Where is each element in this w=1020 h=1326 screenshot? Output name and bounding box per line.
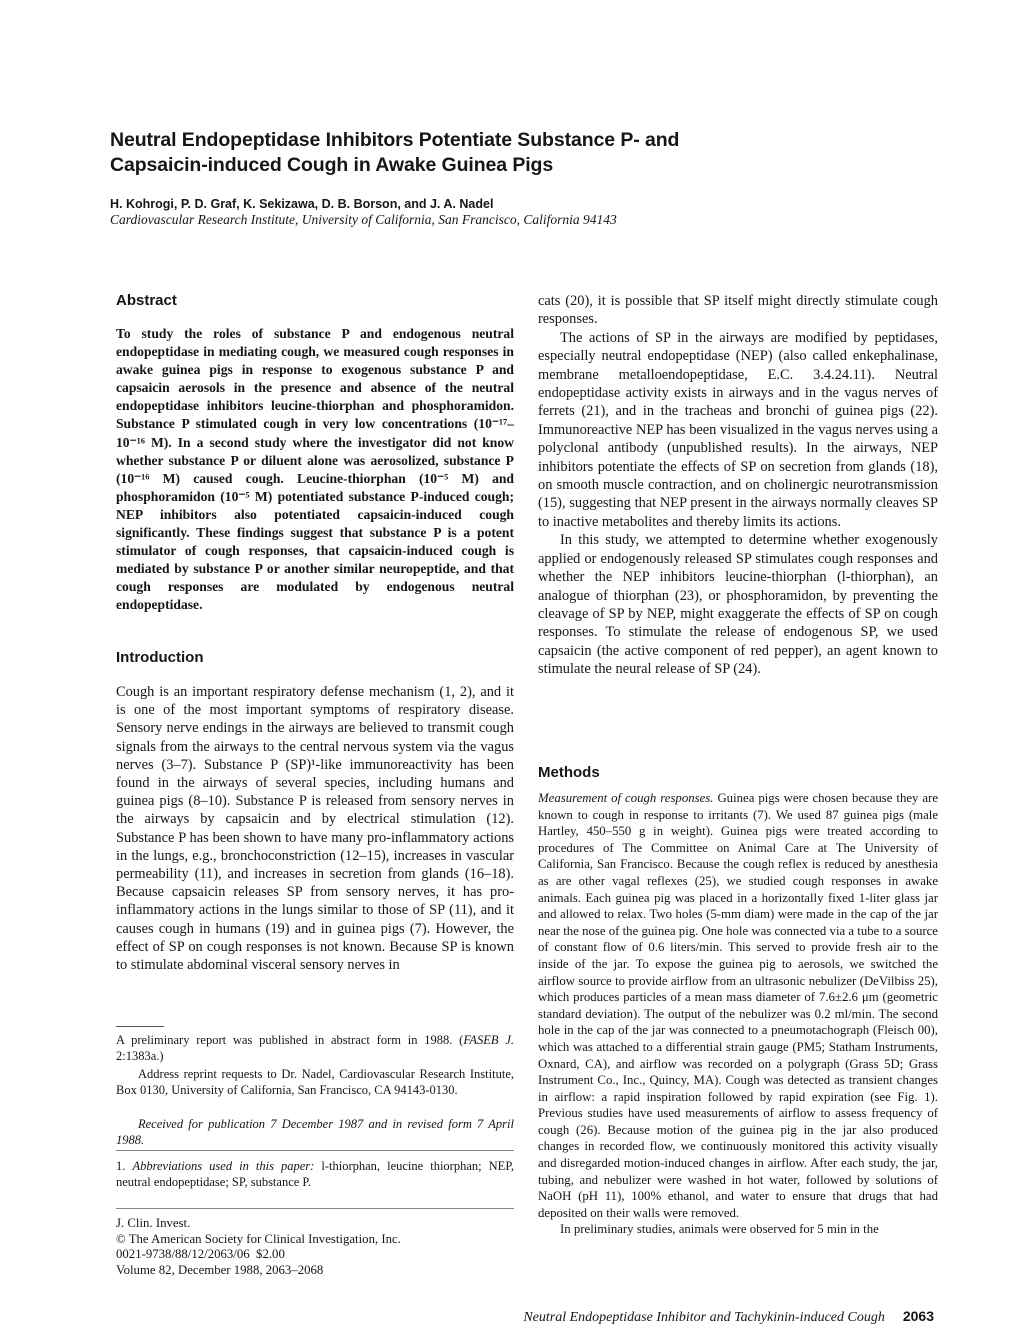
paragraph-nep: The actions of SP in the airways are modified by peptidases, especially neutral endopeptidase (NEP) (also called enkephalinase, membrane metalloendopeptidase, E.C. 3.4.24.11). Neutral endopeptidase activity exists in airways and in the vagus nerves of ferrets (21), and in the tracheas and bronchi of guinea pigs (22). Immunoreactive NEP has been visualized in the vagus nerves using a polyclonal antibody (unpublished results). In the airways, NEP inhibitors potentiate the effects of SP on secretion from glands (18), on smooth muscle contraction, and on cholinergic neurotransmission (15), suggesting that NEP present in the airways normally cleaves SP to inactive metabolites and thereby limits its actions.	[538, 329, 938, 530]
citation-divider	[116, 1208, 514, 1209]
citation-block	[116, 1216, 401, 1278]
introduction-text: Cough is an important respiratory defense mechanism (1, 2), and it is one of the most important symptoms of respiratory disease. Sensory nerve endings in the airways are believed to transmit cough signals from the airways to the central nervous system via the vagus nerves (3–7). Substance P (SP)¹-like immunoreactivity has been found in the airways of several species, including humans and guinea pigs (8–10). Substance P is released from sensory nerves in the airways by capsaicin and by electrical stimulation (12). Substance P has been shown to have many pro-inflammatory actions in the lungs, e.g., bronchoconstriction (12–15), increases in vascular permeability (11), and increases in secretion from glands (16–18). Because capsaicin releases SP from sensory nerves, it has pro-inflammatory actions in the lungs similar to those of SP (11), and it causes cough in humans (19) and in guinea pigs (7). However, the effect of SP on cough responses is not known. Because SP is known to stimulate abdominal visceral sensory nerves in	[116, 684, 514, 974]
paragraph-continued: cats (20), it is possible that SP itself might directly stimulate cough responses.	[538, 293, 938, 328]
page-number: 2063	[902, 1308, 934, 1324]
footnote-received: Received for publication 7 December 1987 and in revised form 7 April 1988.	[116, 1117, 514, 1147]
affiliation: Cardiovascular Research Institute, University of California, San Francisco, California 94143	[110, 212, 617, 227]
right-column-text	[538, 292, 938, 679]
author-list: H. Kohrogi, P. D. Graf, K. Sekizawa, D. B. Borson, and J. A. Nadel	[110, 197, 494, 211]
methods-preliminary: In preliminary studies, animals were observed for 5 min in the	[560, 1222, 879, 1237]
citation-copyright: © The American Society for Clinical Investigation, Inc.	[116, 1231, 401, 1246]
footnote-reprint-requests: Address reprint requests to Dr. Nadel, Cardiovascular Research Institute, Box 0130, University of California, San Francisco, CA 94143-0130.	[116, 1067, 514, 1097]
paragraph-study-aim: In this study, we attempted to determine whether exogenously applied or endogenously released SP stimulates cough responses and whether the NEP inhibitors leucine-thiorphan (l-thiorphan), an analogue of thiorphan (23), or phosphoramidon, by preventing the cleavage of SP by NEP, might exaggerate the effects of SP on cough responses. To stimulate the release of endogenous SP, we used capsaicin (the active component of red pepper), an agent known to stimulate the neural release of SP (24).	[538, 532, 938, 678]
citation-volume: Volume 82, December 1988, 2063–2068	[116, 1262, 324, 1277]
abstract-text: To study the roles of substance P and endogenous neutral endopeptidase in mediating cough, we measured cough responses in awake guinea pigs in response to exogenous substance P and capsaicin aerosols in the presence and absence of the neutral endopeptidase inhibitors leucine-thiorphan and phosphoramidon. Substance P stimulated cough in very low concentrations (10⁻¹⁷–10⁻¹⁶ M). In a second study where the investigator did not know whether substance P or diluent alone was aerosolized, substance P (10⁻¹⁶ M) caused cough. Leucine-thiorphan (10⁻⁵ M) and phosphoramidon (10⁻⁵ M) potentiated substance P-induced cough; NEP inhibitors also potentiated capsaicin-induced cough significantly. These findings suggest that substance P is a potent stimulator of cough responses, that capsaicin-induced cough is mediated by substance P or another similar neuropeptide, and that cough responses are modulated by endogenous neutral endopeptidase.	[116, 326, 514, 613]
methods-cough-measurement: Measurement of cough responses. Guinea pigs were chosen because they are known to cough in response to irritants (7). We used 87 guinea pigs (male Hartley, 450–550 g in weight). Guinea pigs were treated according to procedures of The Committee on Animal Care at The University of California, San Francisco. Because the cough reflex is reduced by anesthesia as are other vagal reflexes (25), we studied cough responses in awake animals. Each guinea pig was placed in a horizontally fixed 1-liter glass jar and allowed to relax. Two holes (5-mm diam) were made in the cap of the jar near the nose of the guinea pig. One hole was connected via a tube to a source of constant flow of 0.6 liters/min. This served to provide fresh air to the inside of the jar. To expose the guinea pig to aerosols, we switched the airflow source to provide airflow from an ultrasonic nebulizer (DeVilbiss 25), which produces particles of a mean mass diameter of 7.6±2.6 μm (geometric standard deviation). The output of the nebulizer was 0.2 ml/min. The second hole in the cap of the jar was connected to a pneumotachograph (Fleisch 00), which was attached to a differential strain gauge (PM5; Statham Instruments, Oxnard, CA), and airflow was recorded on a polygraph (Grass 5D; Grass Instrument Co., Inc., Quincy, MA). Cough was detected as transient changes in airflow: a rapid inspiration followed by rapid expiration (see Fig. 1). Previous studies have used measurements of airflow to assess frequency of cough (26). Because motion of the guinea pig in the jar also produced changes in recorded flow, we continuously monitored this activity visually and disregarded motion-induced changes in airflow. After each study, the jar, tubing, and nebulizer were washed in hot water, followed by solutions of NaOH (pH 11), 100% ethanol, and water to ensure that drugs that had deposited on their walls were removed.	[538, 791, 939, 1220]
methods-heading: Methods	[538, 764, 600, 781]
footnote-divider-2	[116, 1150, 514, 1151]
running-footer: Neutral Endopeptidase Inhibitor and Tachykinin-induced Cough 2063	[523, 1308, 934, 1325]
footnote-divider	[116, 1026, 164, 1027]
introduction-heading: Introduction	[116, 649, 204, 666]
abstract-heading: Abstract	[116, 292, 177, 309]
footnote-preliminary-report: A preliminary report was published in abstract form in 1988. (FASEB J. 2:1383a.)	[116, 1033, 514, 1063]
article-title: Neutral Endopeptidase Inhibitors Potentiate Substance P- and Capsaicin-induced Cough in Awake Guinea Pigs	[110, 129, 680, 176]
footnote-abbreviations: 1. Abbreviations used in this paper: l-thiorphan, leucine thiorphan; NEP, neutral endopeptidase; SP, substance P.	[116, 1159, 515, 1189]
methods-text	[538, 790, 938, 1238]
citation-journal: J. Clin. Invest.	[116, 1216, 191, 1230]
citation-issn: 0021-9738/88/12/2063/06 $2.00	[116, 1247, 285, 1262]
